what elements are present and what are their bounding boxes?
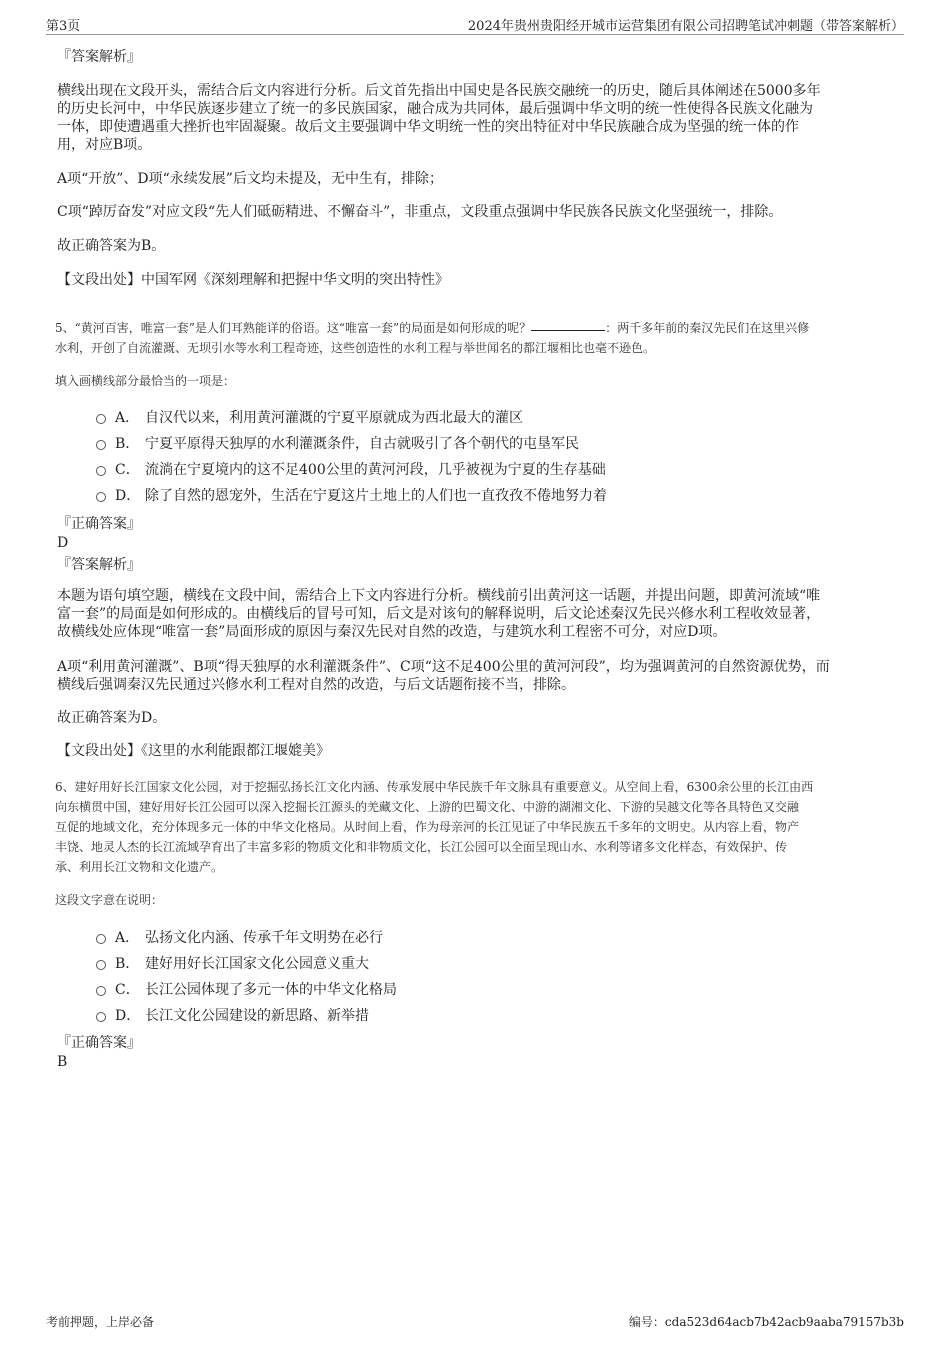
q5-answer-label: 『正确答案』 — [57, 516, 141, 532]
radio-icon[interactable] — [96, 492, 106, 502]
radio-icon[interactable] — [96, 414, 106, 424]
q4-conclusion: 故正确答案为B。 — [57, 238, 166, 254]
option-text: 自汉代以来，利用黄河灌溉的宁夏平原就成为西北最大的灌区 — [145, 410, 523, 426]
radio-icon[interactable] — [96, 986, 106, 996]
option-text: 流淌在宁夏境内的这不足400公里的黄河河段，几乎被视为宁夏的生存基础 — [145, 462, 606, 478]
q4-analysis-line: 横线出现在文段开头，需结合后文内容进行分析。后文首先指出中国史是各民族交融统一的历史，随后具体阐述在5000多年 — [57, 83, 821, 99]
option-label: D． — [115, 488, 141, 504]
option-text: 宁夏平原得天独厚的水利灌溉条件，自古就吸引了各个朝代的屯垦军民 — [145, 436, 579, 452]
option-label: D． — [115, 1008, 141, 1024]
option-label: B． — [115, 956, 140, 972]
q5-stem-line — [55, 318, 895, 338]
option-label: C． — [115, 982, 140, 998]
radio-icon[interactable] — [96, 1012, 106, 1022]
q6-stem-line: 承、利用长江文物和文化遗产。 — [55, 860, 224, 874]
q5-analysis-line: 富一套”的局面是如何形成的。由横线后的冒号可知，后文是对该句的解释说明，后文论述秦汉先民兴修水利工程收效显著， — [57, 606, 821, 622]
option-label: C． — [115, 462, 140, 478]
q4-analysis-line: 用，对应B项。 — [57, 137, 152, 153]
q6-option-b[interactable] — [96, 955, 856, 973]
q5-source: 【文段出处】《这里的水利能跟都江堰媲美》 — [57, 743, 330, 759]
option-text: 长江文化公园建设的新思路、新举措 — [145, 1008, 369, 1024]
q5-stem-after: ：两千多年前的秦汉先民们在这里兴修 — [605, 321, 810, 335]
q5-stem — [55, 318, 895, 358]
q6-stem-line: 向东横贯中国，建好用好长江公园可以深入挖掘长江源头的羌藏文化、上游的巴蜀文化、中游的湖湘文化、下游的吴越文化等各具特色又交融 — [55, 800, 800, 814]
q6-answer: B — [57, 1054, 68, 1070]
q5-option-d[interactable] — [96, 487, 856, 505]
q6-answer-label: 『正确答案』 — [57, 1035, 141, 1051]
page-header — [46, 14, 904, 35]
document-title: 2024年贵州贵阳经开城市运营集团有限公司招聘笔试冲刺题（带答案解析） — [467, 19, 904, 34]
q5-prompt: 填入画横线部分最恰当的一项是： — [55, 374, 236, 388]
q5-option-c[interactable] — [96, 461, 856, 479]
q4-analysis-line: 一体，即使遭遇重大挫折也牢固凝聚。故后文主要强调中华文明统一性的突出特征对中华民族融合成为坚强的统一体的作 — [57, 119, 799, 135]
q4-analysis — [57, 82, 887, 154]
radio-icon[interactable] — [96, 960, 106, 970]
q5-answer: D — [57, 535, 69, 551]
q5-stem-before: 5、“黄河百害，唯富一套”是人们耳熟能详的俗语。这“唯富一套”的局面是如何形成的呢？ — [55, 321, 532, 335]
page-number: 第3页 — [46, 19, 81, 34]
q6-stem-line: 6、建好用好长江国家文化公园，对于挖掘弘扬长江文化内涵、传承发展中华民族千年文脉具有重要意义。从空间上看，6300余公里的长江由西 — [55, 780, 814, 794]
q5-option-b[interactable] — [96, 435, 856, 453]
option-label: A． — [115, 410, 140, 426]
radio-icon[interactable] — [96, 440, 106, 450]
option-text: 长江公园体现了多元一体的中华文化格局 — [145, 982, 397, 998]
q6-option-a[interactable] — [96, 929, 856, 947]
q6-prompt: 这段文字意在说明： — [55, 893, 164, 907]
q4-source: 【文段出处】中国军网《深刻理解和把握中华文明的突出特性》 — [57, 272, 449, 288]
q4-exclude-c: C项“踔厉奋发”对应文段“先人们砥砺精进、不懈奋斗”，非重点，文段重点强调中华民族各民族文化坚强统一，排除。 — [57, 204, 783, 220]
q5-analysis-line: 故横线处应体现“唯富一套”局面形成的原因与秦汉先民对自然的改造，与建筑水利工程密不可分，对应D项。 — [57, 624, 727, 640]
option-text: 弘扬文化内涵、传承千年文明势在必行 — [145, 930, 383, 946]
radio-icon[interactable] — [96, 466, 106, 476]
q4-exclude-a: A项“开放”、D项“永续发展”后文均未提及，无中生有，排除； — [57, 171, 443, 187]
q5-exclude-line: A项“利用黄河灌溉”、B项“得天独厚的水利灌溉条件”、C项“这不足400公里的黄河河段”，均为强调黄河的自然资源优势，而 — [57, 659, 830, 675]
q6-stem — [55, 777, 895, 877]
option-label: B． — [115, 436, 140, 452]
q5-analysis — [57, 587, 887, 641]
option-label: A． — [115, 930, 140, 946]
q5-exclude-line: 横线后强调秦汉先民通过兴修水利工程对自然的改造，与后文话题衔接不当，排除。 — [57, 677, 575, 693]
option-text: 建好用好长江国家文化公园意义重大 — [145, 956, 369, 972]
q5-analysis-line: 本题为语句填空题，横线在文段中间，需结合上下文内容进行分析。横线前引出黄河这一话题，并提出问题，即黄河流域“唯 — [57, 588, 821, 604]
q6-option-d[interactable] — [96, 1007, 856, 1025]
q6-stem-line: 丰饶、地灵人杰的长江流域孕育出了丰富多彩的物质文化和非物质文化，长江公园可以全面呈现山水、水利等诸多文化样态，有效保护、传 — [55, 840, 788, 854]
q5-stem-line: 水利，开创了自流灌溉、无坝引水等水利工程奇迹，这些创造性的水利工程与举世闻名的都江堰相比也毫不逊色。 — [55, 341, 656, 355]
q5-analysis-label: 『答案解析』 — [57, 557, 141, 573]
radio-icon[interactable] — [96, 934, 106, 944]
q4-analysis-label: 『答案解析』 — [57, 49, 141, 65]
q5-exclude — [57, 658, 887, 694]
footer-slogan: 考前押题，上岸必备 — [46, 1315, 155, 1329]
q6-stem-line: 互促的地域文化，充分体现多元一体的中华文化格局。从时间上看，作为母亲河的长江见证了中华民族五千多年的文明史。从内容上看，物产 — [55, 820, 800, 834]
document-code: 编号：cda523d64acb7b42acb9aaba79157b3b — [628, 1315, 904, 1329]
q5-conclusion: 故正确答案为D。 — [57, 710, 167, 726]
q5-option-a[interactable] — [96, 409, 856, 427]
option-text: 除了自然的恩宠外，生活在宁夏这片土地上的人们也一直孜孜不倦地努力着 — [145, 488, 607, 504]
q4-analysis-line: 的历史长河中，中华民族逐步建立了统一的多民族国家，融合成为共同体，最后强调中华文明的统一性使得各民族文化融为 — [57, 101, 813, 117]
q5-blank — [531, 320, 605, 331]
q6-option-c[interactable] — [96, 981, 856, 999]
